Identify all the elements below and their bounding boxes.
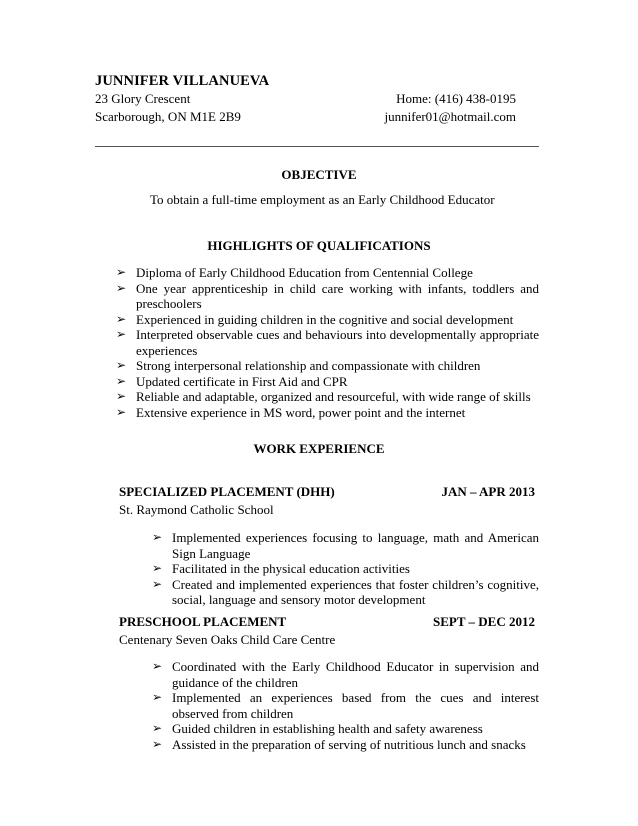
job-title: PRESCHOOL PLACEMENT bbox=[119, 614, 287, 629]
highlights-list bbox=[116, 265, 539, 420]
job-title: SPECIALIZED PLACEMENT (DHH) bbox=[119, 484, 335, 499]
email-address: junnifer01@hotmail.com bbox=[384, 109, 516, 124]
list-item: ➢ Implemented an experiences based from the cues and interest observed from children bbox=[152, 690, 539, 721]
highlights-heading: HIGHLIGHTS OF QUALIFICATIONS bbox=[207, 238, 431, 253]
arrow-bullet-icon: ➢ bbox=[152, 530, 163, 544]
job-dates: JAN – APR 2013 bbox=[441, 484, 535, 499]
header-divider bbox=[95, 146, 539, 147]
list-item: ➢ One year apprenticeship in child care working with infants, toddlers and preschoolers bbox=[116, 280, 539, 311]
arrow-bullet-icon: ➢ bbox=[152, 561, 163, 575]
arrow-bullet-icon: ➢ bbox=[152, 690, 163, 704]
address-city: Scarborough, ON M1E 2B9 bbox=[95, 109, 241, 124]
arrow-bullet-icon: ➢ bbox=[152, 736, 163, 751]
list-item: ➢ Assisted in the preparation of serving of nutritious lunch and snacks bbox=[152, 736, 526, 752]
employer-name: Centenary Seven Oaks Child Care Centre bbox=[119, 632, 336, 647]
list-item: ➢ Updated certificate in First Aid and CPR bbox=[116, 373, 348, 389]
list-item: ➢ Diploma of Early Childhood Education from Centennial College bbox=[116, 265, 473, 280]
list-item: ➢ Experienced in guiding children in the cognitive and social development bbox=[116, 311, 514, 327]
job-dates: SEPT – DEC 2012 bbox=[433, 614, 535, 629]
list-item: ➢ Reliable and adaptable, organized and resourceful, with wide range of skills bbox=[116, 389, 531, 404]
list-item: ➢ Strong interpersonal relationship and compassionate with children bbox=[116, 358, 481, 373]
arrow-bullet-icon: ➢ bbox=[116, 389, 127, 403]
objective-text: To obtain a full-time employment as an Early Childhood Educator bbox=[150, 192, 495, 207]
arrow-bullet-icon: ➢ bbox=[152, 576, 163, 591]
job-duties-list bbox=[152, 530, 539, 608]
arrow-bullet-icon: ➢ bbox=[116, 373, 127, 388]
job-duties-list bbox=[152, 659, 539, 752]
arrow-bullet-icon: ➢ bbox=[116, 358, 127, 372]
list-item: ➢ Extensive experience in MS word, power point and the internet bbox=[116, 404, 466, 420]
arrow-bullet-icon: ➢ bbox=[116, 265, 127, 279]
objective-heading: OBJECTIVE bbox=[281, 167, 357, 182]
list-item: ➢ Implemented experiences focusing to language, math and American Sign Language bbox=[152, 530, 539, 561]
employer-name: St. Raymond Catholic School bbox=[119, 502, 274, 517]
list-item: ➢ Guided children in establishing health and safety awareness bbox=[152, 721, 483, 736]
work-experience-heading: WORK EXPERIENCE bbox=[253, 441, 385, 456]
list-item: ➢ Created and implemented experiences that foster children’s cognitive, social, language and sensory motor development bbox=[152, 576, 539, 607]
list-item: ➢ Interpreted observable cues and behaviours into developmentally appropriate experiences bbox=[116, 327, 539, 358]
candidate-name: JUNNIFER VILLANUEVA bbox=[95, 73, 270, 89]
arrow-bullet-icon: ➢ bbox=[152, 721, 163, 735]
arrow-bullet-icon: ➢ bbox=[116, 311, 127, 326]
address-street: 23 Glory Crescent bbox=[95, 91, 191, 106]
arrow-bullet-icon: ➢ bbox=[116, 327, 127, 341]
arrow-bullet-icon: ➢ bbox=[152, 659, 163, 673]
arrow-bullet-icon: ➢ bbox=[116, 280, 127, 295]
arrow-bullet-icon: ➢ bbox=[116, 404, 127, 419]
list-item: ➢ Coordinated with the Early Childhood Educator in supervision and guidance of the children bbox=[152, 659, 539, 690]
list-item: ➢ Facilitated in the physical education activities bbox=[152, 561, 410, 576]
phone-number: Home: (416) 438-0195 bbox=[396, 91, 516, 106]
